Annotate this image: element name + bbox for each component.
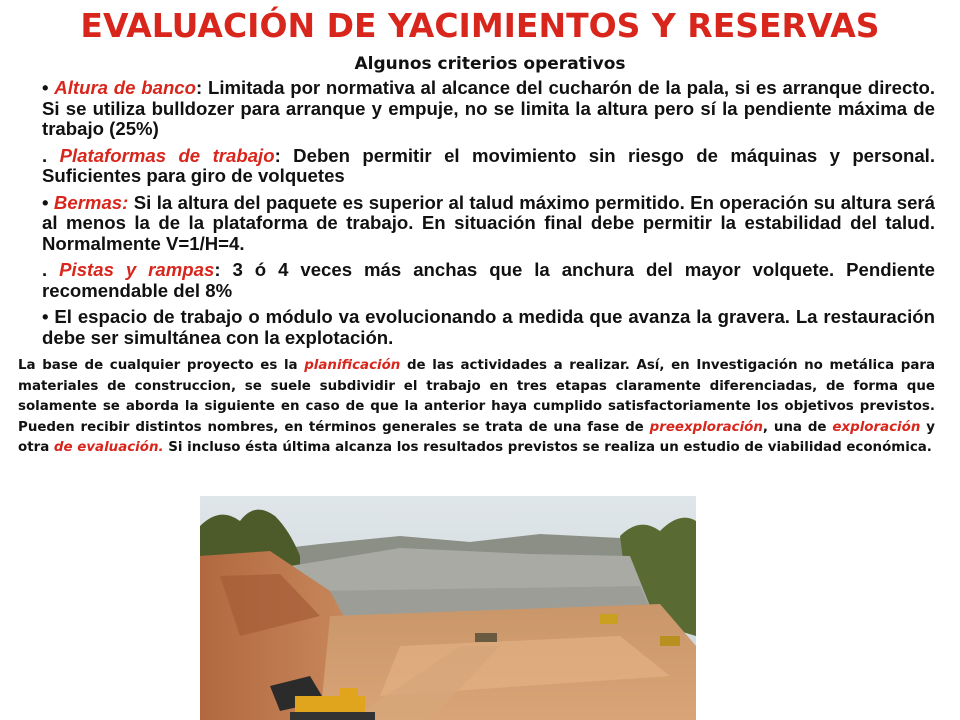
criteria-separator: :	[274, 144, 281, 166]
paragraph-text: de las actividades a realizar. Así, en Investigación no metálica para materiales de construccion, se suele subdividir el trabajo en tres etapas claramente diferenciadas, de forma que solamente se aborda la siguiente en caso de que la anterior haya cumplido satisfactoriamente los objetivos previstos. Pueden recibir distintos nombres, en términos generales se trata de una fase de	[18, 358, 936, 435]
bullet-marker: .	[42, 144, 48, 166]
highlight-planificacion: planificación	[304, 358, 401, 373]
quarry-photo	[200, 496, 696, 720]
highlight-evaluacion: de evaluación.	[53, 440, 164, 455]
criteria-item-altura-banco	[42, 78, 935, 140]
criteria-term: Altura de banco	[54, 77, 197, 98]
slide-title: EVALUACIÓN DE YACIMIENTOS Y RESERVAS	[80, 6, 880, 45]
paragraph-text: y otra	[18, 419, 935, 455]
bullet-marker: •	[42, 191, 49, 213]
highlight-exploracion: exploración	[832, 419, 921, 435]
criteria-term: Bermas:	[53, 191, 129, 213]
criteria-term: Pistas y rampas	[59, 259, 215, 280]
criteria-separator: :	[196, 77, 203, 98]
criteria-item-bermas	[42, 193, 935, 255]
criteria-list	[42, 78, 935, 354]
slide-subtitle: Algunos criterios operativos	[354, 54, 626, 74]
paragraph-text: La base de cualquier proyecto es la	[18, 358, 305, 373]
bullet-marker: •	[42, 77, 49, 98]
bullet-marker: .	[42, 259, 48, 280]
paragraph-text: , una de	[762, 419, 833, 435]
bullet-marker: •	[42, 306, 49, 327]
criteria-separator: :	[214, 259, 221, 280]
criteria-text: El espacio de trabajo o módulo va evolucionando a medida que avanza la gravera. La restauración debe ser simultánea con la explotación.	[42, 306, 935, 348]
criteria-item-espacio-trabajo	[42, 307, 935, 348]
criteria-text: Si la altura del paquete es superior al talud máximo permitido. En operación su altura será al menos la de la plataforma de trabajo. En situación final debe permitir la estabilidad del talud. Normalmente V=1/H=4.	[42, 191, 935, 254]
paragraph-text: Si incluso ésta última alcanza los resultados previstos se realiza un estudio de viabilidad económica.	[163, 440, 932, 455]
criteria-text: 3 ó 4 veces más anchas que la anchura del mayor volquete. Pendiente recomendable del 8%	[42, 259, 935, 301]
criteria-text: Limitada por normativa al alcance del cucharón de la pala, si es arranque directo. Si se utiliza bulldozer para arranque y empuje, no se limita la altura pero sí la pendiente máxima de trabajo (25%)	[42, 77, 935, 139]
criteria-item-pistas-rampas	[42, 260, 935, 301]
criteria-item-plataformas	[42, 146, 935, 187]
criteria-term: Plataformas de trabajo	[59, 144, 275, 166]
highlight-preexploracion: preexploración	[649, 419, 763, 435]
planning-paragraph	[18, 356, 935, 459]
criteria-text: Deben permitir el movimiento sin riesgo de máquinas y personal. Suficientes para giro de volquetes	[42, 144, 935, 186]
